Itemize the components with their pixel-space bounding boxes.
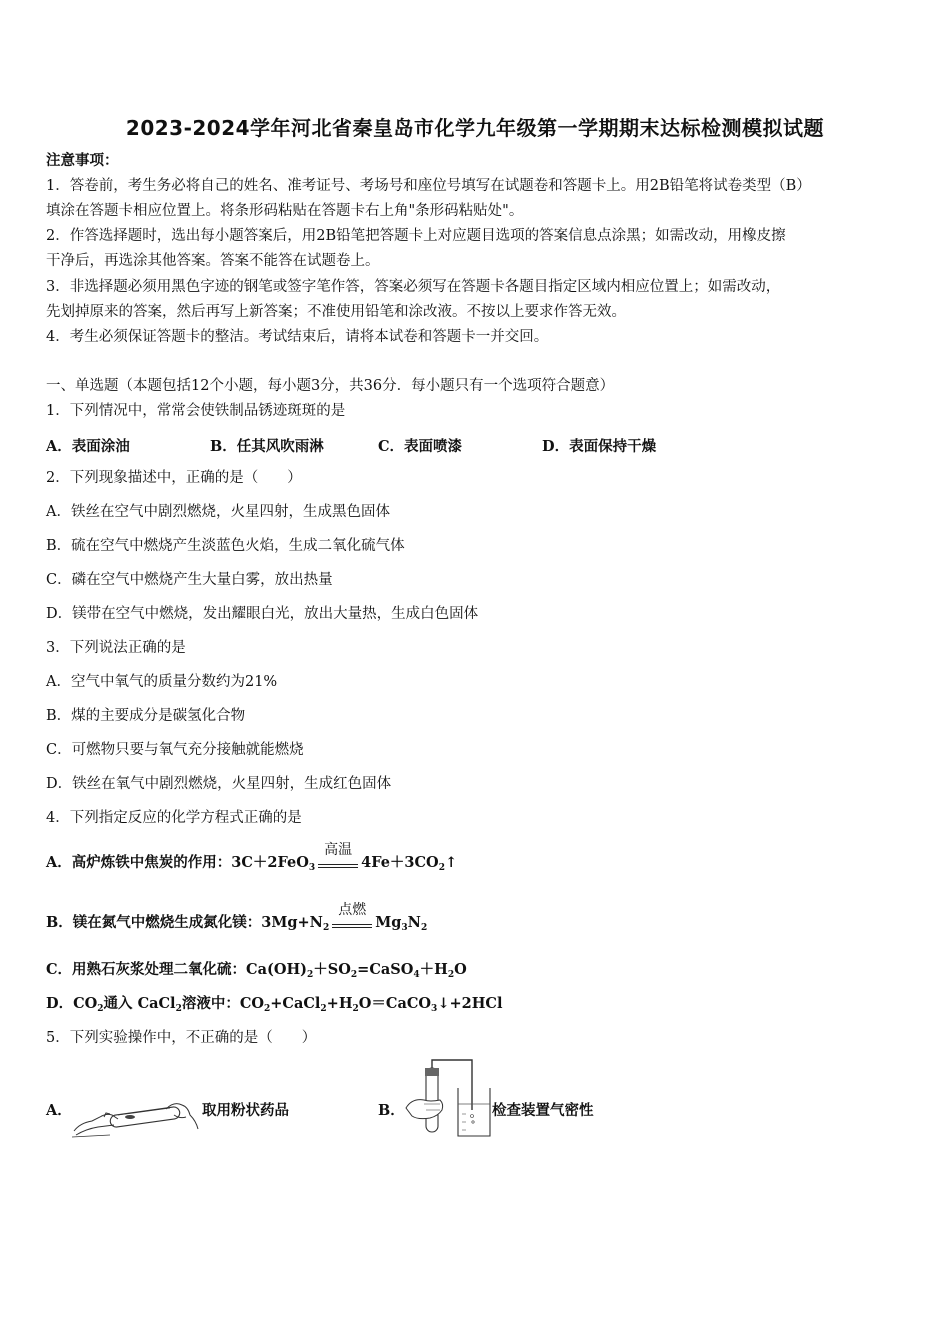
question-2-stem: 2．下列现象描述中，正确的是（ ） bbox=[46, 470, 302, 486]
reaction-condition-sign bbox=[316, 842, 360, 873]
q4b-sub: 2 bbox=[322, 923, 330, 933]
q4a-sub: 3 bbox=[308, 863, 316, 873]
q4d-text: ↓+2HCl bbox=[437, 995, 503, 1012]
question-4-stem: 4．下列指定反应的化学方程式正确的是 bbox=[46, 810, 302, 826]
q4a-o: O bbox=[296, 854, 309, 871]
page-title: 2023-2024学年河北省秦皇岛市化学九年级第一学期期末达标检测模拟试题 bbox=[125, 116, 825, 140]
q4-option-a bbox=[46, 842, 458, 878]
q4c-sub: 2 bbox=[447, 970, 455, 980]
question-5-stem: 5．下列实验操作中，不正确的是（ ） bbox=[46, 1030, 317, 1046]
question-1-stem: 1．下列情况中，常常会使铁制品锈迹斑斑的是 bbox=[46, 403, 346, 419]
q4d-text: +CaCl bbox=[270, 995, 321, 1012]
q4d-text: D．CO bbox=[46, 995, 98, 1012]
q4d-text: 溶液中：CO bbox=[181, 995, 264, 1012]
notice-line: 2．作答选择题时，选出每小题答案后，用2B铅笔把答题卡上对应题目选项的答案信息点涂黑；如需改动，用橡皮擦 bbox=[46, 228, 786, 244]
q5-option-a-text: 取用粉状药品 bbox=[202, 1102, 289, 1119]
q4d-text: +H bbox=[326, 995, 353, 1012]
q4b-product-sub: 3 bbox=[401, 923, 408, 933]
q4c-text: =CaSO bbox=[357, 961, 414, 978]
q4-option-b bbox=[46, 902, 428, 938]
q2-option-a: A．铁丝在空气中剧烈燃烧，火星四射，生成黑色固体 bbox=[46, 504, 390, 520]
q3-option-a: A．空气中氧气的质量分数约为21% bbox=[46, 674, 278, 690]
notice-line: 3．非选择题必须用黑色字迹的钢笔或签字笔作答，答案必须写在答题卡各题目指定区域内相应位置上；如需改动， bbox=[46, 279, 781, 295]
q4d-sub: 2 bbox=[320, 1004, 327, 1014]
q2-option-b: B．硫在空气中燃烧产生淡蓝色火焰，生成二氧化硫气体 bbox=[46, 538, 405, 554]
q4d-text: 通入 CaCl bbox=[103, 995, 176, 1012]
q5-option-b-label: B． bbox=[378, 1102, 405, 1119]
airtightness-check-figure bbox=[402, 1058, 494, 1138]
q1-option-a: A．表面涂油 bbox=[46, 438, 130, 455]
notice-line: 填涂在答题卡相应位置上。将条形码粘贴在答题卡右上角"条形码粘贴处"。 bbox=[46, 203, 524, 219]
q4c-sub: 2 bbox=[350, 970, 358, 980]
q4-option-c bbox=[46, 960, 467, 985]
notice-line: 干净后，再选涂其他答案。答案不能答在试题卷上。 bbox=[46, 253, 380, 269]
q4d-sub: 2 bbox=[175, 1004, 182, 1014]
q4c-text: C．用熟石灰浆处理二氧化硫：Ca(OH) bbox=[46, 961, 308, 978]
q4-option-d bbox=[46, 994, 502, 1019]
notice-line: 4．考生必须保证答题卡的整洁。考试结束后，请将本试卷和答题卡一并交回。 bbox=[46, 329, 549, 345]
q4c-text: ＋H bbox=[419, 961, 448, 978]
q2-option-d: D．镁带在空气中燃烧，发出耀眼白光，放出大量热，生成白色固体 bbox=[46, 606, 479, 622]
q4c-text: O bbox=[454, 961, 467, 978]
reaction-condition-sign bbox=[330, 902, 374, 933]
notice-line: 1．答卷前，考生务必将自己的姓名、准考证号、考场号和座位号填写在试题卷和答题卡上。用2B铅笔将试卷类型（B） bbox=[46, 178, 811, 194]
q4c-sub: 4 bbox=[413, 970, 420, 980]
q4d-sub: 2 bbox=[97, 1004, 104, 1014]
q3-option-d: D．铁丝在氧气中剧烈燃烧，火星四射，生成红色固体 bbox=[46, 776, 392, 792]
notice-line: 先划掉原来的答案，然后再写上新答案；不准使用铅笔和涂改液。不按以上要求作答无效。 bbox=[46, 304, 626, 320]
q4d-sub: 3 bbox=[431, 1004, 438, 1014]
reaction-condition: 点燃 bbox=[338, 902, 367, 918]
q5-option-a-label: A． bbox=[46, 1102, 72, 1119]
q4d-text: O＝CaCO bbox=[358, 995, 432, 1012]
q1-option-d: D．表面保持干燥 bbox=[542, 438, 657, 455]
q4b-product-sub: 2 bbox=[420, 923, 428, 933]
notice-heading: 注意事项： bbox=[46, 152, 119, 169]
q1-option-b: B．任其风吹雨淋 bbox=[210, 438, 324, 455]
reaction-condition: 高温 bbox=[324, 842, 353, 858]
section-heading: 一、单选题（本题包括12个小题，每小题3分，共36分．每小题只有一个选项符合题意） bbox=[46, 378, 615, 394]
q5-option-b-text: 检查装置气密性 bbox=[492, 1102, 594, 1119]
q4b-prefix: B．镁在氮气中燃烧生成氮化镁：3Mg+N bbox=[46, 914, 323, 931]
gas-arrow: ↑ bbox=[444, 854, 458, 871]
powder-test-tube-figure bbox=[70, 1093, 202, 1141]
q4a-product: 4Fe＋3CO bbox=[361, 854, 439, 871]
q1-option-c: C．表面喷漆 bbox=[378, 438, 463, 455]
q3-option-c: C．可燃物只要与氧气充分接触就能燃烧 bbox=[46, 742, 304, 758]
q3-option-b: B．煤的主要成分是碳氢化合物 bbox=[46, 708, 246, 724]
q4d-sub: 2 bbox=[352, 1004, 359, 1014]
q4b-product: N bbox=[407, 914, 421, 931]
q4c-text: ＋SO bbox=[313, 961, 351, 978]
q4d-sub: 2 bbox=[264, 1004, 271, 1014]
question-3-stem: 3．下列说法正确的是 bbox=[46, 640, 186, 656]
q2-option-c: C．磷在空气中燃烧产生大量白雾，放出热量 bbox=[46, 572, 333, 588]
q4a-prefix: A．高炉炼铁中焦炭的作用：3C＋2Fe bbox=[46, 854, 297, 871]
q4a-product-sub: 2 bbox=[438, 863, 445, 873]
q4b-product: Mg bbox=[375, 914, 402, 931]
q4c-sub: 2 bbox=[307, 970, 314, 980]
